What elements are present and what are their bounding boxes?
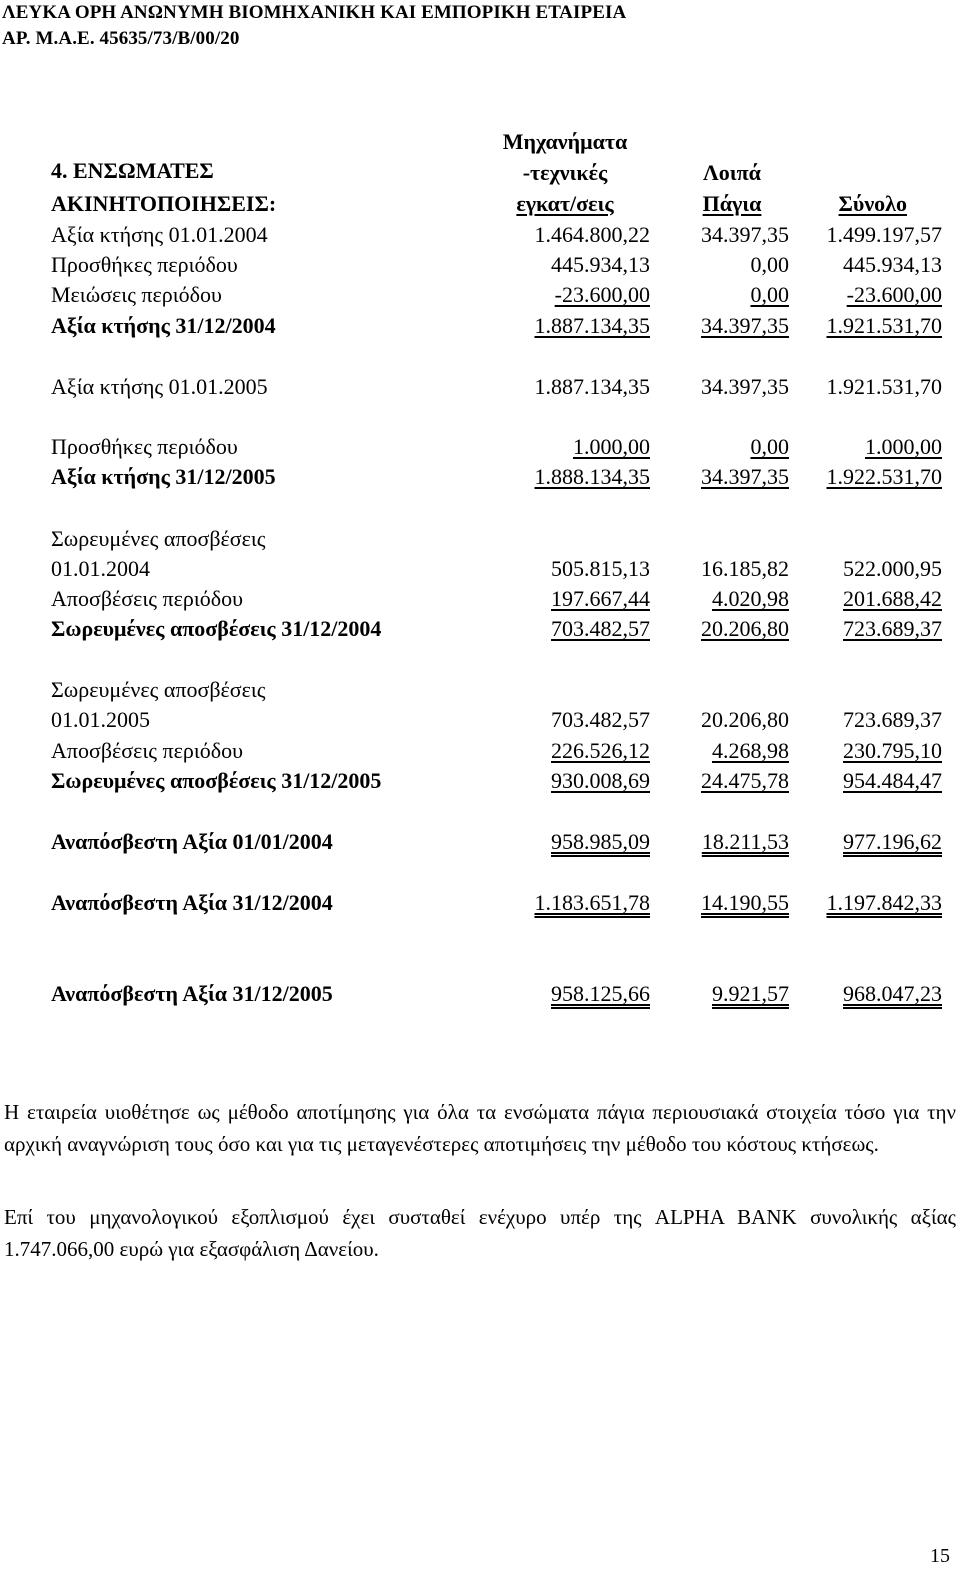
row-value-other: 20.206,80 (701, 707, 789, 732)
row-label: Σωρευμένες αποσβέσεις (51, 526, 266, 551)
row-value-machinery: 505.815,13 (551, 556, 650, 581)
company-name: ΛΕΥΚΑ ΟΡΗ ΑΝΩΝΥΜΗ ΒΙΟΜΗΧΑΝΙΚΗ ΚΑΙ ΕΜΠΟΡΙΚΗ ΕΤΑΙΡΕΙΑ (2, 2, 627, 23)
section-title-line2: ΑΚΙΝΗΤΟΠΟΙΗΣΕΙΣ: (51, 191, 277, 216)
row-value-total: 1.921.531,70 (826, 374, 942, 399)
row-label: Αξία κτήσης 31/12/2005 (51, 464, 276, 489)
row-value-total: 1.921.531,70 (826, 313, 942, 338)
row-label: Αναπόσβεστη Αξία 31/12/2005 (51, 981, 333, 1006)
row-value-machinery: 958.985,09 (551, 829, 650, 854)
row-value-machinery: 445.934,13 (551, 252, 650, 277)
row-value-total: 1.499.197,57 (826, 222, 942, 247)
row-value-other: 34.397,35 (701, 222, 789, 247)
row-label-date: 01.01.2005 (51, 707, 150, 732)
row-value-other: 24.475,78 (701, 768, 789, 793)
row-label: Προσθήκες περιόδου (51, 252, 238, 277)
row-label: Μειώσεις περιόδου (51, 282, 222, 307)
row-label-date: 01.01.2004 (51, 556, 150, 581)
row-value-other: 14.190,55 (701, 890, 789, 915)
row-value-machinery: 197.667,44 (551, 586, 650, 611)
row-value-other: 18.211,53 (701, 829, 789, 854)
section-title-line1: 4. ΕΝΣΩΜΑΤΕΣ (51, 158, 214, 183)
row-value-total: 445.934,13 (843, 252, 942, 277)
col1-heading-line2: -τεχνικές (522, 160, 608, 185)
row-value-machinery: -23.600,00 (554, 282, 650, 307)
row-value-total: 1.922.531,70 (826, 464, 942, 489)
row-value-other: 20.206,80 (701, 616, 789, 641)
row-value-total: 522.000,95 (843, 556, 942, 581)
row-value-total: 977.196,62 (843, 829, 942, 854)
row-value-other: 9.921,57 (712, 981, 789, 1006)
row-value-other: 16.185,82 (701, 556, 789, 581)
row-value-total: 723.689,37 (843, 616, 942, 641)
row-value-other: 34.397,35 (701, 374, 789, 399)
row-label: Αξία κτήσης 01.01.2004 (51, 222, 268, 247)
row-value-machinery: 930.008,69 (551, 768, 650, 793)
row-value-other: 0,00 (750, 282, 789, 307)
row-label: Προσθήκες περιόδου (51, 434, 238, 459)
row-value-machinery: 1.000,00 (573, 434, 650, 459)
row-value-machinery: 703.482,57 (551, 616, 650, 641)
row-value-machinery: 1.183.651,78 (534, 890, 650, 915)
row-value-total: 230.795,10 (843, 738, 942, 763)
row-value-total: 1.197.842,33 (826, 890, 942, 915)
row-value-machinery: 1.888.134,35 (534, 464, 650, 489)
col2-heading-line2: Πάγια (702, 191, 762, 216)
row-label: Σωρευμένες αποσβέσεις 31/12/2004 (51, 616, 382, 641)
col2-heading-line1: Λοιπά (703, 160, 761, 185)
row-value-other: 0,00 (750, 434, 789, 459)
row-label: Αποσβέσεις περιόδου (51, 738, 244, 763)
row-value-total: 954.484,47 (843, 768, 942, 793)
row-value-machinery: 703.482,57 (551, 707, 650, 732)
row-value-machinery: 226.526,12 (551, 738, 650, 763)
row-value-total: 968.047,23 (843, 981, 942, 1006)
row-value-other: 4.020,98 (712, 586, 789, 611)
col1-heading-line3: εγκατ/σεις (516, 191, 614, 216)
row-value-total: 723.689,37 (843, 707, 942, 732)
page-number: 15 (930, 1545, 950, 1567)
row-label: Σωρευμένες αποσβέσεις 31/12/2005 (51, 768, 382, 793)
col3-heading: Σύνολο (838, 191, 907, 216)
row-value-machinery: 958.125,66 (551, 981, 650, 1006)
row-value-machinery: 1.887.134,35 (534, 313, 650, 338)
pledge-note: Επί του μηχανολογικού εξοπλισμού έχει συσταθεί ενέχυρο υπέρ της ALPHA BANK συνολικής αξίας 1.747.066,00 ευρώ για εξασφάλιση Δανείου. (4, 1205, 956, 1261)
row-label: Αξία κτήσης 01.01.2005 (51, 374, 268, 399)
row-value-other: 4.268,98 (712, 738, 789, 763)
row-value-other: 34.397,35 (701, 313, 789, 338)
row-value-total: 1.000,00 (865, 434, 942, 459)
row-value-other: 0,00 (750, 252, 789, 277)
row-label: Αναπόσβεστη Αξία 01/01/2004 (51, 829, 333, 854)
row-label: Αποσβέσεις περιόδου (51, 586, 244, 611)
registry-number: ΑΡ. Μ.Α.Ε. 45635/73/Β/00/20 (2, 28, 240, 49)
row-label: Αξία κτήσης 31/12/2004 (51, 313, 276, 338)
row-label: Σωρευμένες αποσβέσεις (51, 677, 266, 702)
col1-heading-line1: Μηχανήματα (502, 129, 628, 154)
valuation-method-note: Η εταιρεία υιοθέτησε ως μέθοδο αποτίμησης για όλα τα ενσώματα πάγια περιουσιακά στοιχεία τόσο για την αρχική αναγνώριση τους όσο και για τις μεταγενέστερες αποτιμήσεις την μέθοδο του κόστους κτήσεως. (4, 1100, 956, 1156)
row-value-other: 34.397,35 (701, 464, 789, 489)
row-label: Αναπόσβεστη Αξία 31/12/2004 (51, 890, 333, 915)
row-value-machinery: 1.887.134,35 (534, 374, 650, 399)
row-value-machinery: 1.464.800,22 (534, 222, 650, 247)
row-value-total: -23.600,00 (846, 282, 942, 307)
row-value-total: 201.688,42 (843, 586, 942, 611)
